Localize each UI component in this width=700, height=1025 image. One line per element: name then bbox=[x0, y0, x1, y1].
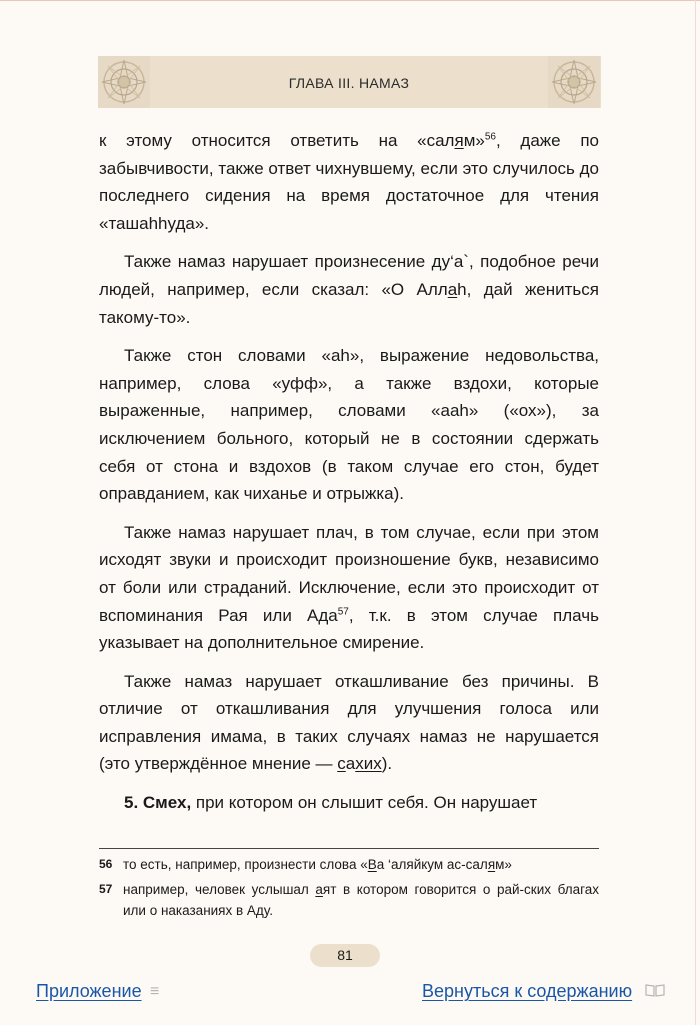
footnote bbox=[99, 879, 599, 921]
paragraph: к этому относится ответить на «салям»$^{56}$, даже по забывчивости, также ответ чихнувшему, если это случилось до последнего сидения на время достаточное для чтения «ташаhhуда». bbox=[99, 131, 600, 233]
back-to-contents-link[interactable]: Вернуться к содержанию bbox=[422, 981, 633, 1001]
footnote-ref: 57 bbox=[337, 605, 349, 617]
paragraph: 5. Смех, при котором он слышит себя. Он нарушает bbox=[124, 793, 538, 813]
footnote-text: то есть, например, произнести слова «Ва ‘аляйкум ас-салям» bbox=[123, 857, 512, 872]
footnote-ref: 56 bbox=[484, 131, 496, 143]
page-number: 81 bbox=[310, 944, 380, 967]
underlined-text: а bbox=[447, 279, 458, 299]
body-text bbox=[99, 127, 599, 817]
footnote-text: например, человек услышал аят в котором говорится о рай-ских благах или о наказаниях в Аду. bbox=[123, 882, 599, 918]
underlined-text: хих bbox=[355, 754, 382, 774]
chapter-title: ГЛАВА III. НАМАЗ bbox=[288, 75, 410, 91]
ornament-right-icon bbox=[548, 56, 600, 108]
paragraph: Также намаз нарушает произнесение ду‘а`, подобное речи людей, например, если сказал: «О Аллаh, дай жениться такому-то». bbox=[99, 252, 599, 327]
footnote-number: 57 bbox=[99, 882, 113, 896]
ornament-left-icon bbox=[98, 56, 150, 108]
decorative-strip bbox=[0, 1019, 700, 1025]
paragraph: Также стон словами «аh», выражение недовольства, например, слова «уфф», а также вздохи, которые выраженные, например, словами «ааh» («ох»), за исключением больного, который не в состоянии сдержать себя от стона и вздохов (в таком случае его стон, будет оправданием, как чиханье и отрыжка). bbox=[99, 346, 599, 504]
underlined-text: В bbox=[367, 857, 377, 872]
underlined-text: с bbox=[337, 754, 346, 774]
open-book-icon[interactable] bbox=[645, 983, 665, 1002]
bold-text: 5. Смех, bbox=[124, 793, 192, 813]
appendix-link[interactable]: Приложение bbox=[36, 981, 142, 1001]
menu-lines-icon[interactable]: ≡ bbox=[150, 983, 160, 1000]
underlined-text: я bbox=[487, 857, 496, 872]
underlined-text: а bbox=[315, 882, 323, 897]
right-border bbox=[695, 0, 696, 1025]
footnote-number: 56 bbox=[99, 857, 113, 871]
footnotes bbox=[99, 854, 599, 921]
footnote-divider bbox=[99, 848, 599, 849]
paragraph: Также намаз нарушает откашливание без причины. В отличие от откашливания для улучшения голоса или исправления имама, в таких случаях намаз не нарушается (это утверждённое мнение — сахих). bbox=[99, 671, 599, 774]
paragraph: Также намаз нарушает плач, в том случае, если при этом исходят звуки и происходит произношение букв, независимо от боли или страданий. Исключение, если это происходит от вспоминания Рая или Ада$^{57}$, т.к. в этом случае плачь указывает на дополнительное смирение. bbox=[99, 522, 599, 653]
footnote bbox=[99, 854, 599, 875]
top-border bbox=[0, 0, 700, 1]
underlined-text: я bbox=[454, 131, 464, 150]
